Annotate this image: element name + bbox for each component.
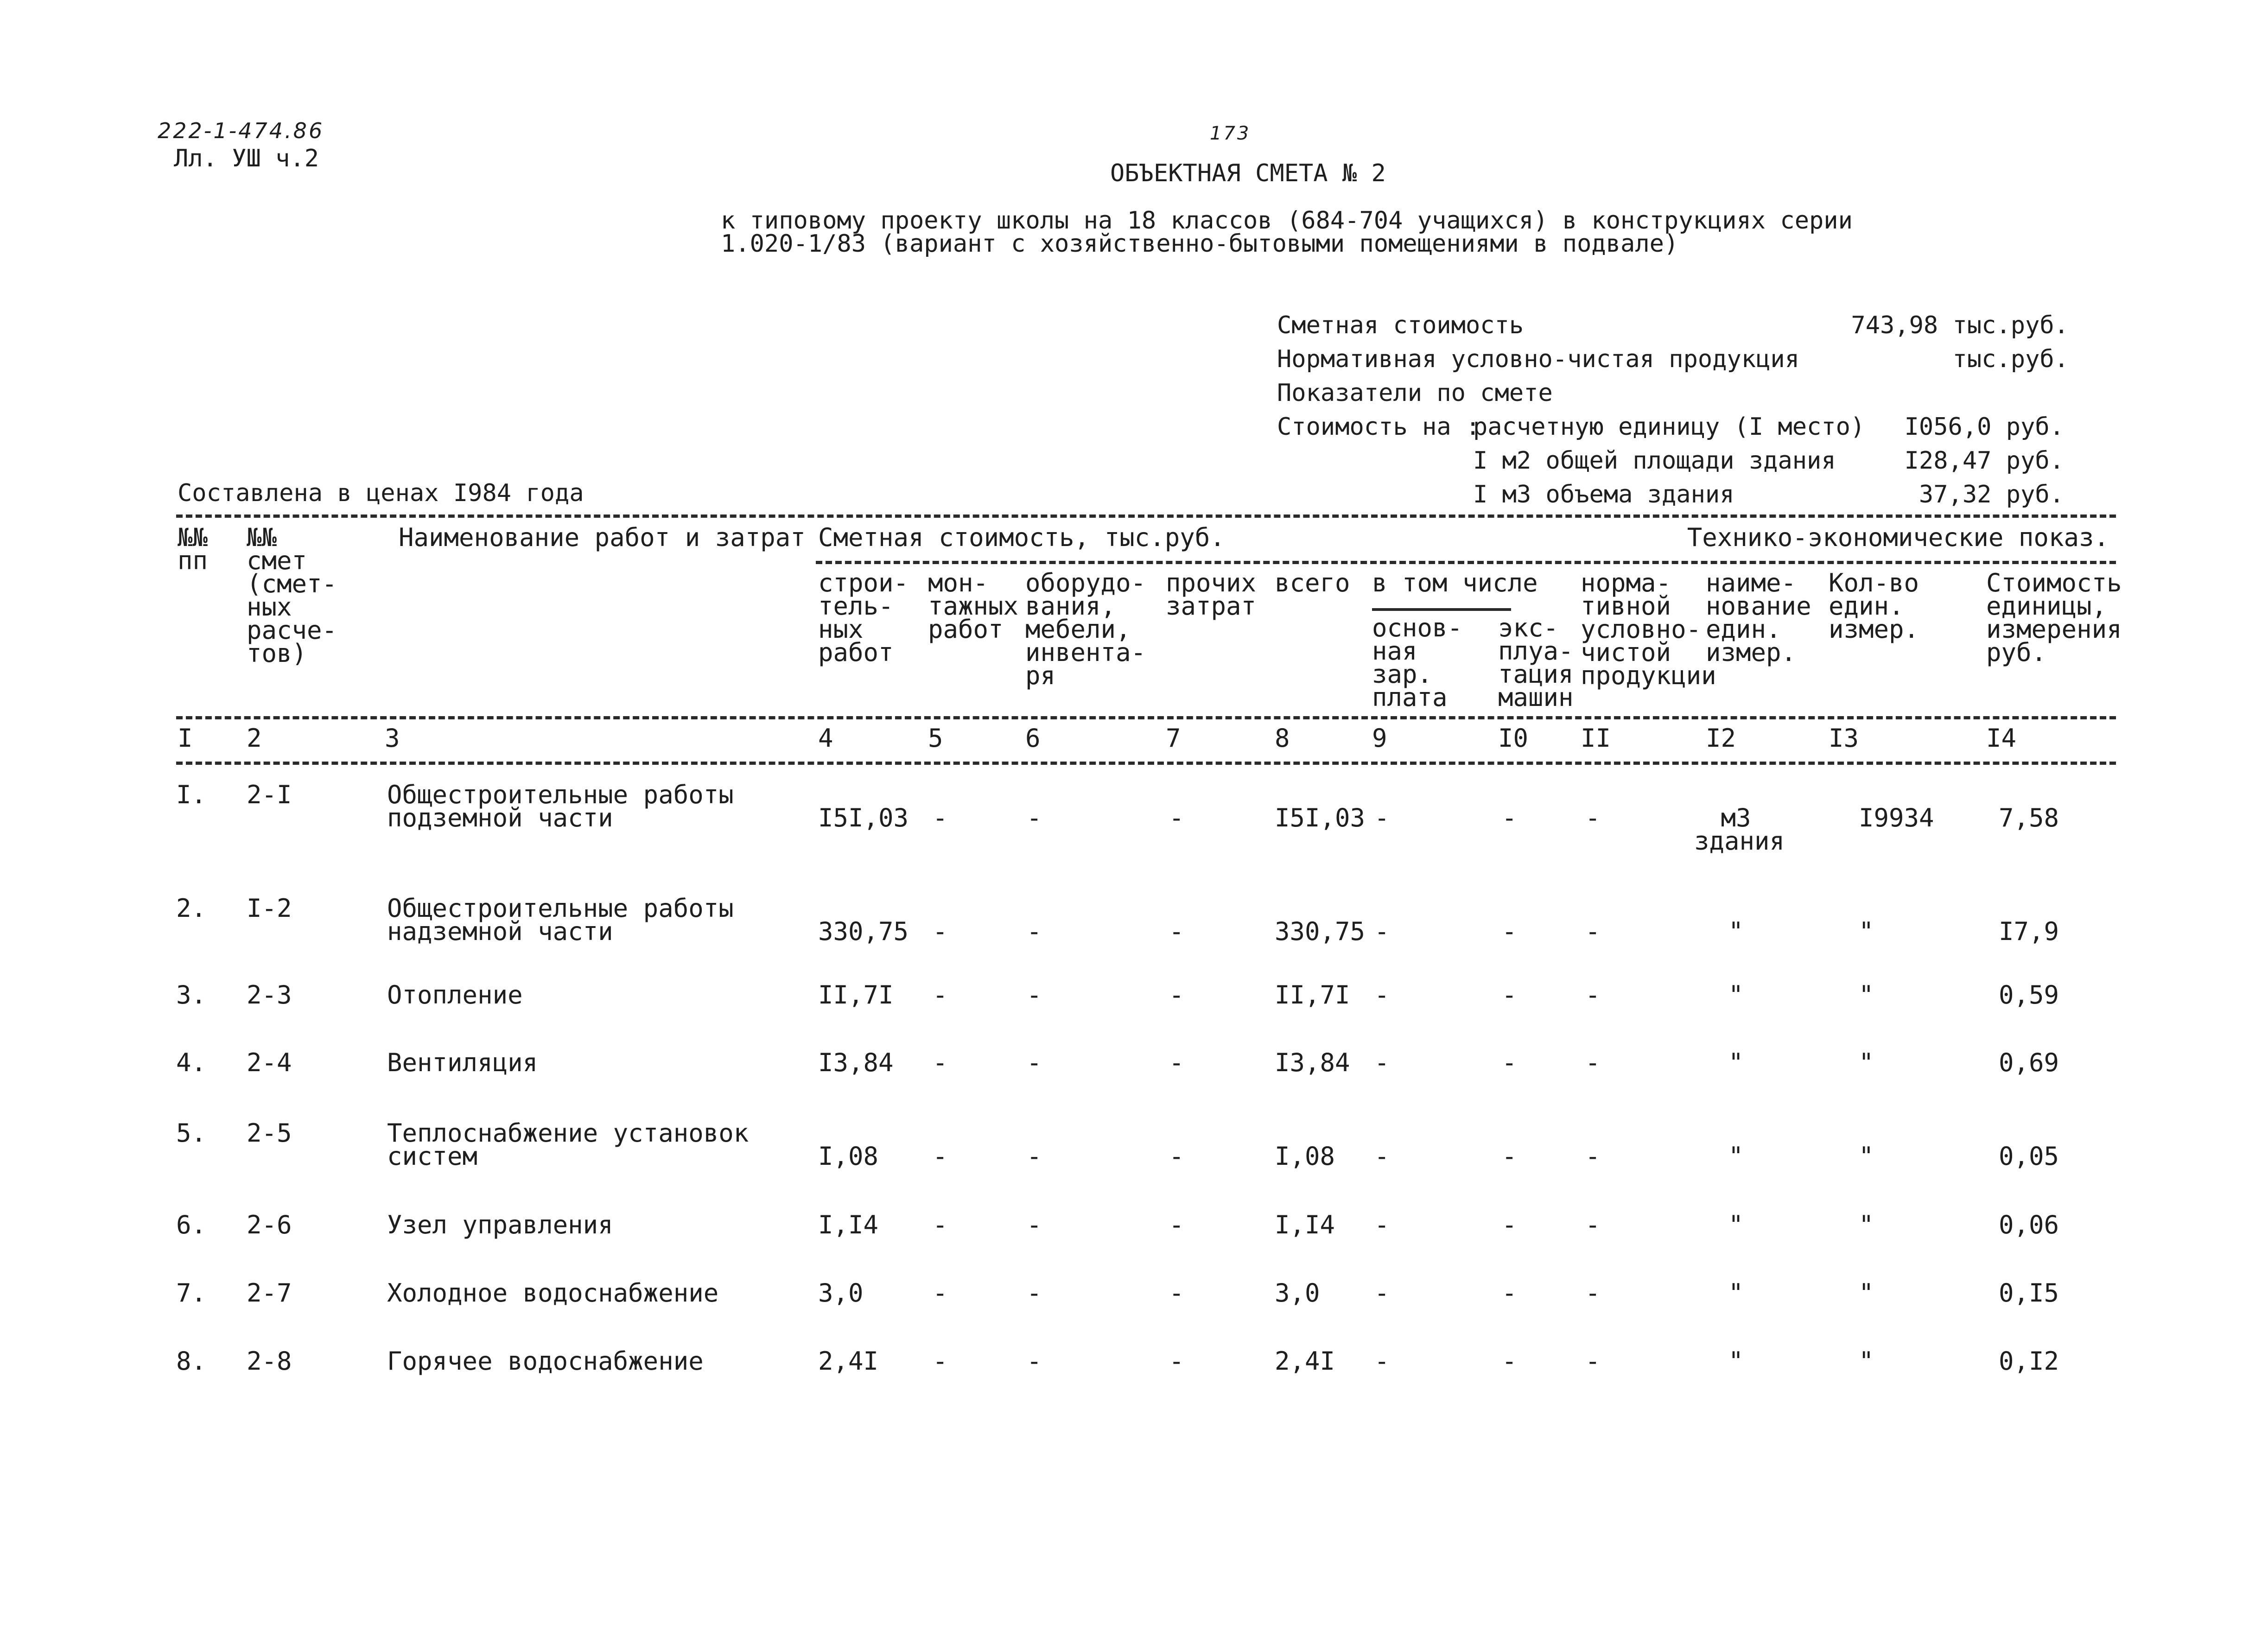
npp-label: Нормативная условно-чистая продукция [1277,345,1800,373]
unit-name: " [1728,917,1744,946]
row-number: 3. [176,980,207,1010]
installation-cost: - [933,1142,948,1171]
other-cost: - [1169,1278,1184,1308]
col-header-total: всего [1275,568,1350,597]
unit-place-label: расчетную единицу (I место) [1473,413,1865,441]
normative-product: - [1585,1142,1601,1171]
work-name: Горячее водоснабжение [387,1347,704,1376]
estimate-code: 2-3 [247,980,292,1010]
work-name: Холодное водоснабжение [387,1278,719,1308]
equipment-cost: - [1027,1347,1042,1376]
col-header-estimate-number: №№ смет (смет- ных расче- тов) [247,523,337,668]
construction-cost: 3,0 [818,1278,864,1308]
construction-cost: II,7I [818,980,894,1010]
included-underline [1372,608,1511,611]
estimated-cost-label: Сметная стоимость [1277,311,1524,339]
work-name: Общестроительные работы надземной части [387,894,734,946]
row-number: 5. [176,1118,207,1148]
column-number: 7 [1166,724,1181,753]
column-number: 2 [247,724,262,753]
estimate-code: 2-5 [247,1118,292,1148]
group-header-tech: Технико-экономические показ. [1687,523,2109,552]
unit-name: " [1728,980,1744,1010]
estimate-code: 2-8 [247,1347,292,1376]
total-cost: I3,84 [1275,1048,1350,1077]
machine-operation: - [1502,917,1517,946]
unit-volume-label: I м3 объема здания [1473,481,1734,508]
column-number: 8 [1275,724,1290,753]
work-name: Теплоснабжение установок систем [387,1118,749,1171]
header-bottom-rule [176,716,2116,719]
unit-name: " [1728,1210,1744,1239]
construction-cost: I,I4 [818,1210,879,1239]
work-name: Вентиляция [387,1048,538,1077]
other-cost: - [1169,1210,1184,1239]
unit-cost: 0,59 [1999,980,2059,1010]
unit-area-value: I28,47 руб. [1904,447,2064,475]
indicators-label: Показатели по смете [1277,379,1553,407]
construction-cost: I,08 [818,1142,879,1171]
row-number: 4. [176,1048,207,1077]
column-number: I3 [1829,724,1859,753]
col-header-wages: основ- ная зар. плата [1372,613,1463,712]
group-header-rule [816,561,2116,564]
unit-quantity: " [1859,1048,1874,1077]
machine-operation: - [1502,980,1517,1010]
unit-quantity: " [1859,1142,1874,1171]
unit-quantity: " [1859,1210,1874,1239]
total-cost: 2,4I [1275,1347,1335,1376]
work-name: Отопление [387,980,523,1010]
col-header-row-number: №№ пп [178,523,208,575]
estimate-code: 2-6 [247,1210,292,1239]
normative-product: - [1585,980,1601,1010]
wages: - [1374,1048,1390,1077]
equipment-cost: - [1027,1278,1042,1308]
unit-quantity: " [1859,1278,1874,1308]
col-header-work-name: Наименование работ и затрат [399,523,806,552]
other-cost: - [1169,1142,1184,1171]
page-number: 173 [1210,123,1251,144]
group-header-cost: Сметная стоимость, тыс.руб. [818,523,1225,552]
column-number: 3 [385,724,400,753]
prices-note: Составлена в ценах I984 года [178,479,584,507]
npp-value: тыс.руб. [1952,345,2069,373]
col-header-normative-product: норма- тивной условно- чистой продукции [1581,568,1716,690]
column-number: II [1581,724,1611,753]
row-number: 2. [176,894,207,923]
installation-cost: - [933,1210,948,1239]
construction-cost: I3,84 [818,1048,894,1077]
other-cost: - [1169,803,1184,832]
installation-cost: - [933,1278,948,1308]
installation-cost: - [933,1048,948,1077]
unit-name: м3 здания [1694,803,1785,856]
machine-operation: - [1502,1048,1517,1077]
installation-cost: - [933,980,948,1010]
column-numbers-rule [176,762,2116,765]
construction-cost: I5I,03 [818,803,909,832]
column-number: I2 [1706,724,1736,753]
unit-volume-value: 37,32 руб. [1919,481,2064,508]
construction-cost: 2,4I [818,1347,879,1376]
unit-quantity: " [1859,917,1874,946]
estimate-code: I-2 [247,894,292,923]
col-header-equipment: оборудо- вания, мебели, инвента- ря [1025,568,1146,690]
total-cost: I5I,03 [1275,803,1366,832]
other-cost: - [1169,1048,1184,1077]
unit-name: " [1728,1048,1744,1077]
equipment-cost: - [1027,803,1042,832]
wages: - [1374,917,1390,946]
cost-per-label: Стоимость на : [1277,413,1480,441]
column-number: I4 [1986,724,2017,753]
sheet-reference: Лл. УШ ч.2 [174,145,319,172]
row-number: 7. [176,1278,207,1308]
total-cost: I,08 [1275,1142,1335,1171]
column-number: 5 [928,724,943,753]
unit-place-value: I056,0 руб. [1904,413,2064,441]
column-number: 9 [1372,724,1387,753]
unit-quantity: " [1859,1347,1874,1376]
equipment-cost: - [1027,1142,1042,1171]
machine-operation: - [1502,1278,1517,1308]
normative-product: - [1585,1210,1601,1239]
column-number: I0 [1498,724,1529,753]
column-number: I [178,724,193,753]
col-header-unit-cost: Стоимость единицы, измерения руб. [1986,568,2122,667]
col-header-unit-name: наиме- нование един. измер. [1706,568,1811,667]
total-cost: 330,75 [1275,917,1366,946]
unit-cost: 0,I2 [1999,1347,2059,1376]
unit-name: " [1728,1142,1744,1171]
machine-operation: - [1502,803,1517,832]
estimate-code: 2-I [247,780,292,809]
work-name: Узел управления [387,1210,613,1239]
normative-product: - [1585,917,1601,946]
unit-cost: 0,69 [1999,1048,2059,1077]
group-header-included: в том числе [1372,568,1538,597]
normative-product: - [1585,1278,1601,1308]
estimated-cost-value: 743,98 тыс.руб. [1851,311,2069,339]
estimate-code: 2-7 [247,1278,292,1308]
wages: - [1374,1210,1390,1239]
machine-operation: - [1502,1210,1517,1239]
installation-cost: - [933,803,948,832]
col-header-other: прочих затрат [1166,568,1257,621]
unit-cost: 0,I5 [1999,1278,2059,1308]
column-number: 4 [818,724,833,753]
total-cost: II,7I [1275,980,1350,1010]
subtitle-line-2: 1.020-1/83 (вариант с хозяйственно-бытовыми помещениями в подвале) [721,230,1679,258]
estimate-code: 2-4 [247,1048,292,1077]
unit-area-label: I м2 общей площади здания [1473,447,1836,475]
column-number: 6 [1025,724,1041,753]
other-cost: - [1169,1347,1184,1376]
col-header-machines: экс- плуа- тация машин [1498,613,1574,712]
unit-cost: 0,05 [1999,1142,2059,1171]
col-header-construction: строи- тель- ных работ [818,568,909,667]
table-top-rule [176,514,2116,518]
other-cost: - [1169,980,1184,1010]
col-header-unit-quantity: Кол-во един. измер. [1829,568,1919,644]
total-cost: I,I4 [1275,1210,1335,1239]
row-number: 8. [176,1347,207,1376]
machine-operation: - [1502,1142,1517,1171]
unit-name: " [1728,1347,1744,1376]
unit-quantity: I9934 [1859,803,1934,832]
equipment-cost: - [1027,917,1042,946]
row-number: 6. [176,1210,207,1239]
work-name: Общестроительные работы подземной части [387,780,734,832]
normative-product: - [1585,1347,1601,1376]
normative-product: - [1585,803,1601,832]
document-title: ОБЪЕКТНАЯ СМЕТА № 2 [1110,159,1386,187]
wages: - [1374,980,1390,1010]
document-code: 222-1-474.86 [158,118,324,143]
normative-product: - [1585,1048,1601,1077]
unit-cost: I7,9 [1999,917,2059,946]
unit-name: " [1728,1278,1744,1308]
construction-cost: 330,75 [818,917,909,946]
col-header-installation: мон- тажных работ [928,568,1019,644]
installation-cost: - [933,917,948,946]
equipment-cost: - [1027,980,1042,1010]
row-number: I. [176,780,207,809]
subtitle-line-1: к типовому проекту школы на 18 классов (684-704 учащихся) в конструкциях серии [721,207,1853,235]
installation-cost: - [933,1347,948,1376]
total-cost: 3,0 [1275,1278,1320,1308]
wages: - [1374,1347,1390,1376]
machine-operation: - [1502,1347,1517,1376]
wages: - [1374,803,1390,832]
equipment-cost: - [1027,1048,1042,1077]
unit-cost: 7,58 [1999,803,2059,832]
unit-quantity: " [1859,980,1874,1010]
other-cost: - [1169,917,1184,946]
wages: - [1374,1278,1390,1308]
unit-cost: 0,06 [1999,1210,2059,1239]
equipment-cost: - [1027,1210,1042,1239]
wages: - [1374,1142,1390,1171]
